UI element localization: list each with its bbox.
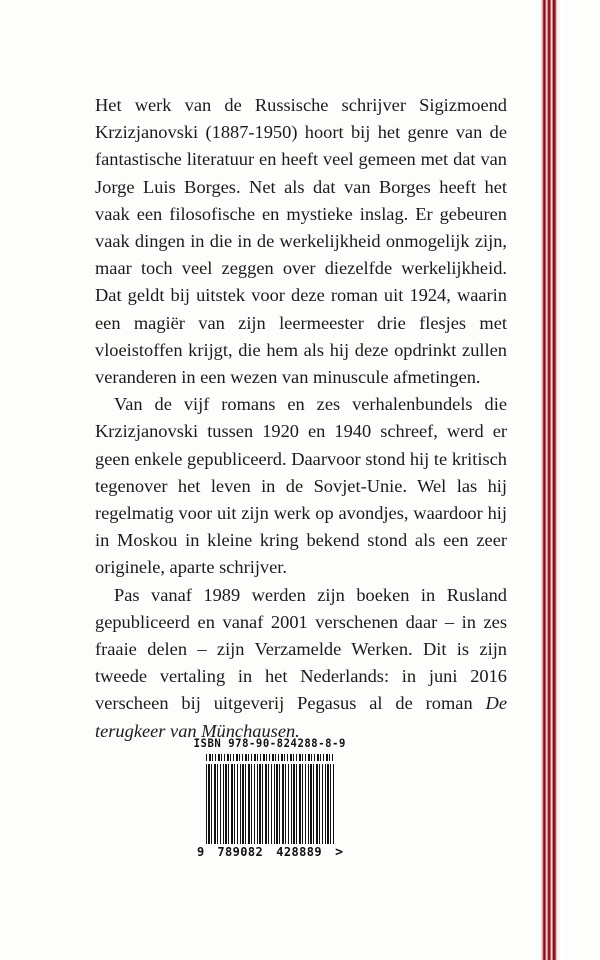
ean13-bars <box>206 764 334 844</box>
isbn-label: ISBN 978-90-824288-8-9 <box>193 736 347 750</box>
ean13-digits <box>195 845 345 860</box>
ean-digit-first: 9 <box>197 845 205 859</box>
isbn-top-bars-icon <box>206 754 334 761</box>
blurb-paragraph-1: Het werk van de Russische schrijver Sigizmoend Krzizjanovski (1887-1950) hoort bij het genre van de fantastische literatuur en heeft veel gemeen met dat van Jorge Luis Borges. Net als dat van Borges heeft het vaak een filosofische en mystieke inslag. Er gebeuren vaak dingen in die in de werkelijkheid onmogelijk zijn, maar toch veel zeggen over diezelfde werkelijkheid. Dat geldt bij uitstek voor deze roman uit 1924, waarin een magiër van zijn leermeester drie flesjes met vloeistoffen krijgt, die hem als hij deze opdrinkt zullen veranderen in een wezen van minuscule afmetingen. <box>95 95 507 388</box>
blurb-paragraph-2: Van de vijf romans en zes verhalenbundels die Krzizjanovski tussen 1920 en 1940 schreef, werd er geen enkele gepubliceerd. Daarvoor stond hij te kritisch tegenover het leven in de Sovjet-Unie. Wel las hij regelmatig voor uit zijn werk op avondjes, waardoor hij in Moskou in kleine kring bekend stond als een zeer originele, aparte schrijver. <box>95 394 507 578</box>
back-cover-blurb <box>95 92 507 745</box>
blurb-paragraph-3-text: Pas vanaf 1989 werden zijn boeken in Rusland gepubliceerd en vanaf 2001 verschenen daar – in zes fraaie delen – zijn Verzamelde Werken. Dit is zijn tweede vertaling in het Nederlands: in juni 2016 verscheen bij uitgeverij Pegasus al de roman <box>95 584 507 714</box>
ean-group-left: 789082 <box>217 845 264 859</box>
ean-suffix-caret: > <box>335 845 343 860</box>
referenced-book-title: De terugkeer van Münchausen. <box>95 693 507 741</box>
barcode-block <box>0 736 540 860</box>
ean13-barcode <box>195 764 345 860</box>
spine-stripes <box>539 0 563 960</box>
blurb-paragraph-3 <box>95 582 507 745</box>
ean-group-right: 428889 <box>276 845 323 859</box>
